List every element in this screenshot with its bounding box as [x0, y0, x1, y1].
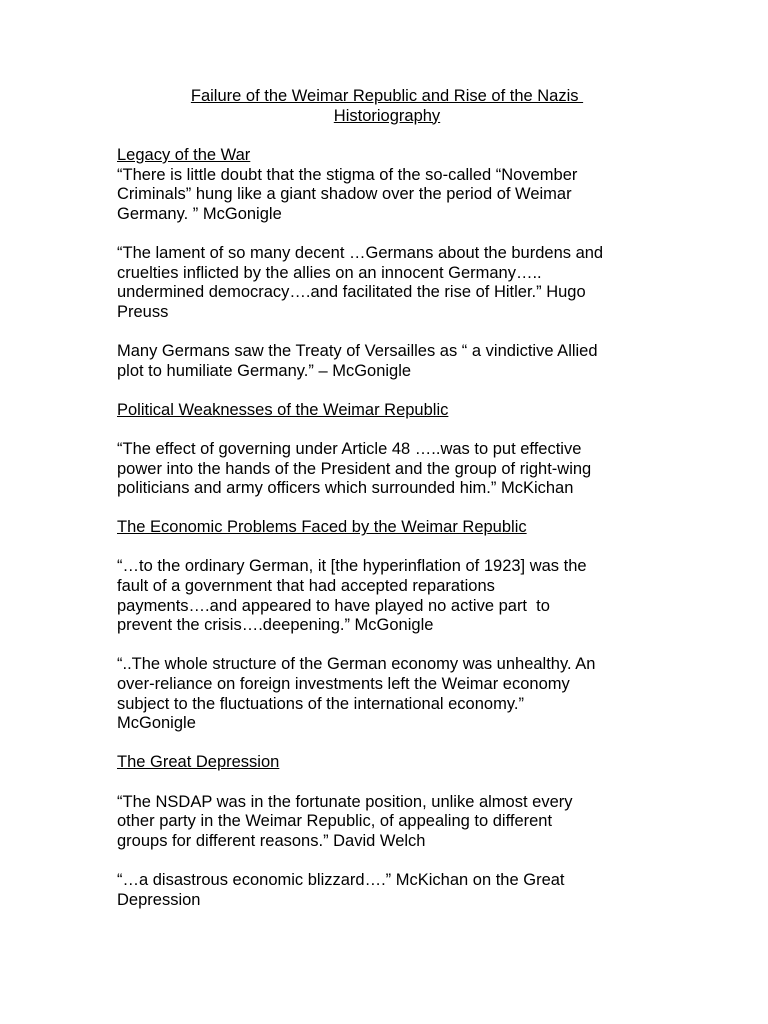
quote-line: “The effect of governing under Article 48 …..was to put effective	[117, 439, 582, 458]
quote-line: groups for different reasons.” David Welch	[117, 831, 426, 850]
quote-line: “..The whole structure of the German economy was unhealthy. An	[117, 655, 596, 674]
section-heading-economic-problems: The Economic Problems Faced by the Weimar Republic	[117, 518, 527, 537]
quote-line: undermined democracy….and facilitated the rise of Hitler.” Hugo	[117, 283, 586, 302]
quote-line: “The lament of so many decent …Germans about the burdens and	[117, 243, 604, 262]
quote-line: fault of a government that had accepted reparations	[117, 577, 495, 596]
quote-line: “The NSDAP was in the fortunate position, unlike almost every	[117, 792, 573, 811]
quote-line: Criminals” hung like a giant shadow over the period of Weimar	[117, 185, 572, 204]
quote-line: Germany. ” McGonigle	[117, 204, 282, 223]
section-heading-legacy-of-war: Legacy of the War	[117, 146, 251, 164]
quote-paragraph	[117, 793, 677, 852]
quote-paragraph	[117, 166, 677, 225]
quote-line: over-reliance on foreign investments left the Weimar economy	[117, 675, 570, 694]
title-line-1: Failure of the Weimar Republic and Rise of the Nazis	[190, 87, 584, 105]
quote-paragraph	[117, 557, 677, 635]
quote-line: payments….and appeared to have played no active part to	[117, 596, 550, 615]
quote-line: McGonigle	[117, 714, 196, 733]
quote-paragraph	[117, 244, 677, 322]
quote-line: power into the hands of the President and the group of right-wing	[117, 459, 592, 478]
quote-line: cruelties inflicted by the allies on an innocent Germany…..	[117, 263, 542, 282]
title-line-2: Historiography	[333, 106, 441, 125]
quote-line: Many Germans saw the Treaty of Versailles as “ a vindictive Allied	[117, 341, 598, 360]
quote-line: other party in the Weimar Republic, of appealing to different	[117, 812, 553, 831]
quote-line: Preuss	[117, 302, 169, 321]
quote-line: politicians and army officers which surrounded him.” McKichan	[117, 479, 574, 498]
quote-paragraph	[117, 871, 677, 910]
document-title	[0, 87, 768, 126]
quote-line: “…a disastrous economic blizzard….” McKichan on the Great	[117, 870, 565, 889]
document-body	[117, 146, 677, 910]
quote-line: subject to the fluctuations of the international economy.”	[117, 694, 524, 713]
quote-line: prevent the crisis….deepening.” McGonigle	[117, 616, 434, 635]
quote-paragraph	[117, 655, 677, 733]
quote-line: “…to the ordinary German, it [the hyperinflation of 1923] was the	[117, 557, 587, 576]
quote-line: plot to humiliate Germany.” – McGonigle	[117, 361, 412, 380]
quote-paragraph	[117, 440, 677, 499]
quote-line: “There is little doubt that the stigma of the so-called “November	[117, 165, 578, 184]
section-heading-political-weaknesses: Political Weaknesses of the Weimar Republic	[117, 400, 449, 419]
quote-paragraph	[117, 342, 677, 381]
section-heading-great-depression: The Great Depression	[117, 753, 280, 772]
quote-line: Depression	[117, 890, 201, 909]
